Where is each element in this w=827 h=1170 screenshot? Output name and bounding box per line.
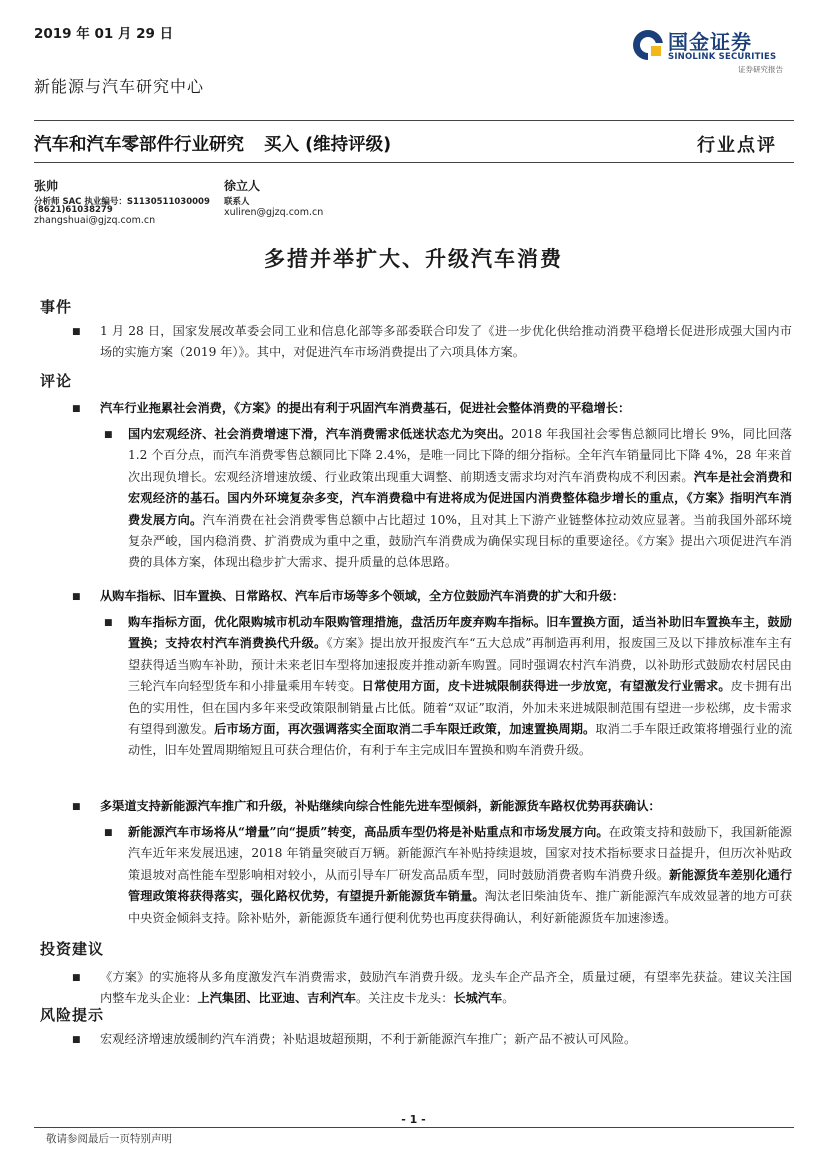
title-divider (34, 162, 794, 163)
c2-bold-3: 后市场方面，再次强调落实全面取消二手车限迁政策，加速置换周期。 (214, 722, 596, 737)
section-event: 事件 (40, 298, 73, 316)
c2-text-3: 取消二手车限迁政策将增强行业的流动性，旧车处置周期缩短且可获合理估价，有利于车主完成旧车置换和购车消费升级。 (128, 722, 793, 758)
contact-name: 徐立人 (224, 179, 261, 193)
bullet-square-icon: ■ (72, 802, 81, 812)
comment-point-2-heading: 从购车指标、旧车置换、日常路权、汽车后市场等多个领域，全方位鼓励汽车消费的扩大和升级： (100, 589, 625, 603)
c3-bold-1: 新能源汽车市场将从“增量”向“提质”转变，高品质车型仍将是补贴重点和市场发展方向。 (128, 825, 609, 839)
c1-text-1: 2018 年我国社会零售总额同比增长 9%，同比回落 1.2 个百分点，而汽车消费零售总额同比下降 2.4%，是唯一同比下降的细分指标。全年汽车销量同比下降 4%，28 年来首次出现负增长。宏观经济增速放缓、行业政策出现重大调整、前期透支需求均对汽车消费构成不利因素。 (128, 427, 792, 484)
bullet-square-icon: ■ (72, 327, 81, 337)
c3-text-1: 在政策支持和鼓励下，我国新能源汽车近年来发展迅速，2018 年销量突破百万辆。新能源汽车补贴持续退坡，国家对技术指标要求日益提升，但历次补贴政策退坡对高性能车型影响相对较小，从而引导车厂研发高品质车型，同时鼓励消费者购车消费升级。 (128, 825, 792, 882)
c2-text-2: 皮卡拥有出色的实用性，但在国内多年来受政策限制销量占比低。随着“双证”取消，外加未来进城限制范围有望进一步松绑，皮卡需求有望得到激发。 (128, 679, 793, 737)
headline: 多措并举扩大、升级汽车消费 (264, 246, 563, 271)
comment-point-1-detail (128, 424, 792, 574)
c1-bold-2: 汽车是社会消费和宏观经济的基石。国内外环境复杂多变，汽车消费稳中有进将成为促进国内消费整体稳步增长的重点，《方案》指明汽车消费发展方向。 (128, 469, 793, 527)
section-invest: 投资建议 (40, 940, 105, 958)
c3-text-2: 淘汰老旧柴油货车、推广新能源汽车成效显著的地方可获中央资金倾斜支持。除补贴外，新能源货车通行便利优势也再度获得确认，利好新能源货车加速渗透。 (128, 889, 793, 925)
c2-bold-2: 日常使用方面，皮卡进城限制获得进一步放宽，有望激发行业需求。 (361, 679, 731, 694)
report-rating: 买入 (维持评级) (264, 135, 392, 155)
bullet-square-icon: ■ (72, 973, 81, 983)
section-risk: 风险提示 (40, 1006, 105, 1024)
brand-name-en: SINOLINK SECURITIES (668, 52, 777, 62)
report-title-line (34, 131, 391, 156)
brand-name-cn: 国金证券 (668, 30, 752, 54)
analyst-phone: (8621)61038279 (34, 205, 113, 215)
bullet-square-icon: ■ (72, 592, 81, 602)
section-comment: 评论 (40, 372, 73, 390)
bullet-square-icon: ■ (72, 404, 81, 414)
header-divider (34, 120, 794, 121)
document-type: 行业点评 (697, 135, 777, 156)
comment-point-2 (100, 586, 792, 607)
comment-point-1-heading: 汽车行业拖累社会消费，《方案》的提出有利于巩固汽车消费基石，促进社会整体消费的平稳增长： (100, 401, 631, 415)
bullet-square-icon: ■ (104, 430, 113, 440)
footer-divider (34, 1127, 794, 1128)
bullet-square-icon: ■ (104, 618, 113, 628)
c2-text-1: 《方案》提出放开报废汽车“五大总成”再制造再利用，报废国三及以下排放标准车主有望获得适当购车补助，预计未来老旧车型将加速报废并推动新车购置。同时强调农村汽车消费，以补助形式鼓励农村居民由三轮汽车向轻型货车和小排量乘用车转变。 (128, 636, 792, 694)
c3-bold-2: 新能源货车差别化通行管理政策将获得落实，强化路权优势，有望提升新能源货车销量。 (128, 867, 793, 904)
comment-point-3 (100, 796, 792, 817)
invest-text-3: 。 (502, 991, 515, 1006)
invest-pickup-pick: 长城汽车 (453, 991, 503, 1006)
report-date: 2019 年 01 月 29 日 (34, 26, 174, 42)
analyst-email[interactable]: zhangshuai@gjzq.com.cn (34, 215, 156, 226)
analyst-name: 张帅 (34, 179, 59, 193)
bullet-square-icon: ■ (72, 1035, 81, 1045)
page-number: - 1 - (401, 1113, 426, 1126)
report-title: 汽车和汽车零部件行业研究 (34, 135, 244, 155)
comment-point-1 (100, 398, 792, 419)
analyst-cert: 分析师 SAC 执业编号：S1130511030009 (34, 197, 210, 207)
invest-picks: 上汽集团、比亚迪、吉利汽车 (197, 991, 356, 1006)
comment-point-2-detail (128, 612, 792, 762)
bullet-square-icon: ■ (104, 828, 113, 838)
invest-text-1: 《方案》的实施将从多角度激发汽车消费需求，鼓励汽车消费升级。龙头车企产品齐全，质量过硬，有望率先获益。建议关注国内整车龙头企业： (100, 970, 792, 1006)
brand-subtitle: 证券研究报告 (738, 65, 783, 74)
footer-disclaimer: 敬请参阅最后一页特别声明 (46, 1133, 172, 1145)
contact-role: 联系人 (224, 197, 250, 207)
invest-text-2: 。关注皮卡龙头： (355, 991, 454, 1006)
invest-paragraph (100, 967, 792, 1010)
c1-bold-1: 国内宏观经济、社会消费增速下滑，汽车消费需求低迷状态尤为突出。 (128, 427, 512, 441)
research-center: 新能源与汽车研究中心 (34, 77, 205, 96)
brand-logo-icon (630, 27, 666, 63)
comment-point-3-heading: 多渠道支持新能源汽车推广和升级，补贴继续向综合性能先进车型倾斜，新能源货车路权优势再获确认： (100, 799, 661, 813)
event-paragraph: 1 月 28 日，国家发展改革委会同工业和信息化部等多部委联合印发了《进一步优化供给推动消费平稳增长促进形成强大国内市场的实施方案（2019 年）》。其中，对促进汽车市场消费提出了六项具体方案。 (100, 324, 792, 360)
c1-text-2: 汽车消费在社会消费零售总额中占比超过 10%，且对其上下游产业链整体拉动效应显著。当前我国外部环境复杂严峻，国内稳消费、扩消费成为重中之重，鼓励汽车消费成为确保实现目标的重要途径。《方案》提出六项促进汽车消费的具体方案，体现出稳步扩大需求、提升质量的总体思路。 (128, 512, 792, 570)
comment-point-3-detail (128, 822, 792, 929)
c2-bold-1: 购车指标方面，优化限购城市机动车限购管理措施，盘活历年废弃购车指标。旧车置换方面，适当补助旧车置换车主，鼓励置换；支持农村汽车消费换代升级。 (128, 615, 792, 651)
contact-email[interactable]: xuliren@gjzq.com.cn (224, 207, 324, 218)
risk-paragraph: 宏观经济增速放缓制约汽车消费；补贴退坡超预期，不利于新能源汽车推广；新产品不被认可风险。 (100, 1032, 637, 1046)
